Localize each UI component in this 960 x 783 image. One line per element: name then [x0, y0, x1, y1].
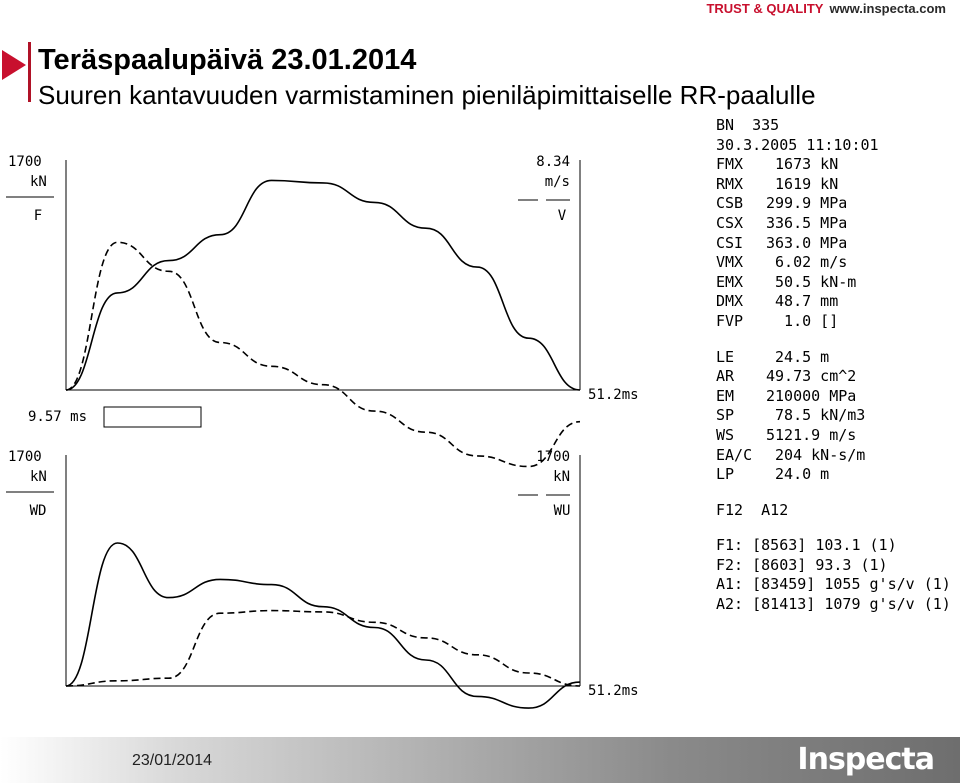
readout-key: RMX [716, 174, 744, 193]
readout-value: 24.0 m [766, 465, 830, 484]
readout-key: FVP [716, 311, 744, 330]
left-axis-name: WD [29, 503, 47, 519]
readout-key: CSI [716, 233, 744, 252]
readout-sp [716, 406, 951, 426]
time-end-label: 51.2ms [588, 387, 639, 403]
chart-labels [8, 154, 639, 699]
measurement-readouts [716, 116, 951, 615]
readout-dmx [716, 292, 951, 312]
readout-key: LP [716, 465, 735, 484]
readout-key: SP [716, 406, 735, 425]
readout-value: 6.02 m/s [766, 253, 848, 272]
readout-value: 24.5 m [766, 347, 830, 366]
right-axis-unit: m/s [544, 174, 570, 190]
left-axis-unit: kN [30, 174, 47, 190]
readout-key: AR [716, 367, 735, 386]
readout-sensor-line: F1: [8563] 103.1 (1) [716, 536, 897, 555]
right-axis-max: 8.34 [536, 154, 570, 170]
right-axis-unit: kN [553, 469, 570, 485]
readout-rmx [716, 175, 951, 195]
series-line-f [66, 180, 580, 390]
readout-key: EMX [716, 272, 744, 291]
left-axis-max: 1700 [8, 154, 42, 170]
readout-value: 50.5 kN-m [766, 272, 857, 291]
readout-sensors [716, 536, 951, 614]
readout-value: 204 kN-s/m [766, 445, 866, 464]
chart-frames [6, 160, 580, 686]
readout-sensor-line: A2: [81413] 1079 g's/v (1) [716, 595, 951, 614]
readout-csb [716, 194, 951, 214]
readout-datetime: 30.3.2005 11:10:01 [716, 135, 879, 154]
chart-series-lines [66, 180, 580, 708]
readout-value: 1619 kN [766, 174, 839, 193]
readout-group-pile [716, 348, 951, 485]
readout-key: EM [716, 386, 735, 405]
readout-fvp [716, 312, 951, 332]
readout-group-dynamic [716, 155, 951, 331]
readout-key: WS [716, 425, 735, 444]
readout-value: 210000 MPa [766, 386, 857, 405]
readout-value: 299.9 MPa [766, 194, 848, 213]
readout-le [716, 348, 951, 368]
inspecta-logo: Inspecta [797, 742, 934, 777]
right-axis-name: WU [553, 503, 571, 519]
page-title: Teräspaalupäivä 23.01.2014 [38, 44, 417, 76]
left-axis-max: 1700 [8, 449, 42, 465]
brand-trust-quality: TRUST & QUALITY [706, 1, 824, 16]
readout-key: LE [716, 347, 735, 366]
readout-ar [716, 367, 951, 387]
readout-em [716, 387, 951, 407]
readout-value: 1.0 [] [766, 311, 839, 330]
readout-key: CSX [716, 213, 744, 232]
time-end-label: 51.2ms [588, 683, 639, 699]
readout-csi [716, 234, 951, 254]
readout-key: FMX [716, 155, 744, 174]
left-axis-unit: kN [30, 469, 47, 485]
right-axis-max: 1700 [536, 449, 570, 465]
left-axis-name: F [33, 208, 43, 224]
readout-emx [716, 273, 951, 293]
readout-fmx [716, 155, 951, 175]
brand-url: www.inspecta.com [829, 1, 946, 16]
page-subtitle: Suuren kantavuuden varmistaminen pieniläpimittaiselle RR-paalulle [38, 80, 816, 110]
readout-channels: F12 A12 [716, 500, 789, 519]
time-marker-label: 9.57 ms [28, 409, 88, 425]
readout-value: 1673 kN [766, 155, 839, 174]
readout-sensor-line: A1: [83459] 1055 g's/v (1) [716, 575, 951, 594]
readout-value: 78.5 kN/m3 [766, 406, 866, 425]
right-axis-name: V [557, 208, 567, 224]
readout-eac [716, 446, 951, 466]
series-line-wu [66, 611, 580, 686]
brand-tagline [706, 1, 946, 16]
readout-value: 5121.9 m/s [766, 425, 857, 444]
readout-value: 48.7 mm [766, 292, 839, 311]
readout-value: 363.0 MPa [766, 233, 848, 252]
time-marker-box [104, 407, 201, 427]
readout-key: EA/C [716, 445, 753, 464]
series-line-wd [66, 543, 580, 708]
readout-vmx [716, 253, 951, 273]
readout-key: CSB [716, 194, 744, 213]
readout-ws [716, 426, 951, 446]
readout-csx [716, 214, 951, 234]
footer-date: 23/01/2014 [132, 752, 213, 769]
readout-sensor-line: F2: [8603] 93.3 (1) [716, 555, 888, 574]
readout-value: 49.73 cm^2 [766, 367, 857, 386]
readout-key: DMX [716, 292, 744, 311]
readout-key: VMX [716, 253, 744, 272]
readout-id-line: BN 335 [716, 116, 780, 134]
readout-lp [716, 465, 951, 485]
readout-value: 336.5 MPa [766, 213, 848, 232]
